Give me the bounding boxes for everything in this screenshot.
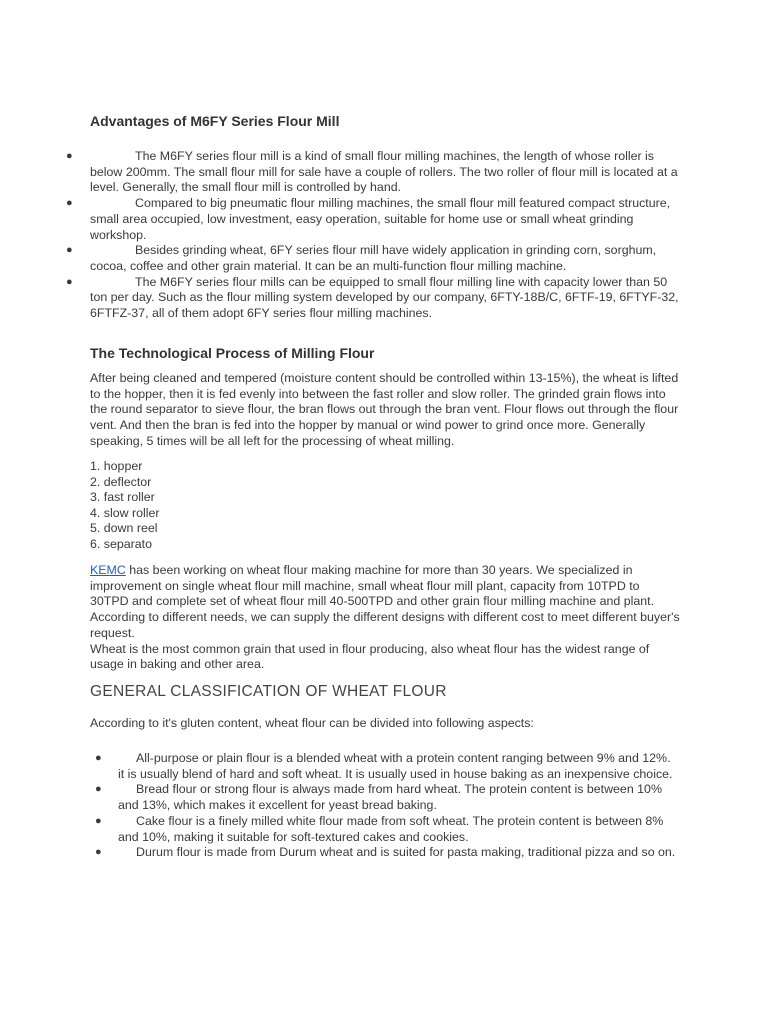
- section-heading-advantages: Advantages of M6FY Series Flour Mill: [90, 113, 340, 129]
- list-item: [0, 196, 682, 243]
- wheat-usage-text: Wheat is the most common grain that used in flour producing, also wheat flour has the widest range of usage in baking and other area.: [90, 641, 650, 672]
- company-paragraph-text: has been working on wheat flour making machine for more than 30 years. We specialized in improvement on single wheat flour mill machine, small wheat flour mill plant, capacity from 10TPD to 30TPD and complete set of wheat flour mill 40-500TPD and other grain flour milling machine and plant. According to different needs, we can supply the different designs with different cost to meet different buyer's request.: [90, 563, 680, 640]
- list-item: [0, 149, 682, 196]
- list-item-text: The M6FY series flour mills can be equipped to small flour milling line with capacity lower than 50 ton per day. Such as the flour milling system developed by our company, 6FTY-18B/C, 6FTF-19, 6FTYF-32, 6FTFZ-37, all of them adopt 6FY series flour milling machines.: [90, 274, 679, 321]
- list-item: 2. deflector: [90, 474, 152, 489]
- list-item: 5. down reel: [90, 521, 158, 536]
- list-item: 1. hopper: [90, 459, 143, 473]
- bullet-icon: ●: [66, 197, 73, 210]
- advantages-list: [0, 149, 768, 322]
- bullet-icon: ●: [95, 752, 102, 764]
- process-paragraph: After being cleaned and tempered (moisture content should be controlled within 13-15%), the wheat is lifted to the hopper, then it is fed evenly into between the fast roller and slow roller. The grinded grain flows into the round separator to sieve flour, the bran flows out through the bran vent. Flour flows out through the flour vent. And then the bran is fed into the hopper by manual or wind power to grind once more. Generally speaking, 5 times will be all left for the processing of wheat milling.: [90, 371, 679, 448]
- list-item: [0, 782, 680, 813]
- list-item-text: Compared to big pneumatic flour milling machines, the small flour mill featured compact structure, small area occupied, low investment, easy operation, suitable for home use or small wheat grinding workshop.: [90, 196, 671, 242]
- classification-intro: According to it's gluten content, wheat flour can be divided into following aspects:: [90, 716, 534, 730]
- list-item: [0, 845, 680, 861]
- process-steps-list: [90, 459, 160, 553]
- list-item: [0, 275, 682, 322]
- list-item-text: Cake flour is a finely milled white flour made from soft wheat. The protein content is between 8% and 10%, making it suitable for soft-textured cakes and cookies.: [118, 813, 664, 844]
- bullet-icon: ●: [95, 783, 102, 796]
- bullet-icon: ●: [66, 275, 73, 288]
- section-heading-process: The Technological Process of Milling Flour: [90, 345, 375, 361]
- company-paragraph: [90, 563, 680, 673]
- list-item-text: The M6FY series flour mill is a kind of small flour milling machines, the length of whose roller is below 200mm. The small flour mill for sale have a couple of rollers. The two roller of flour mill is located at a level. Generally, the small flour mill is controlled by hand.: [90, 149, 678, 195]
- bullet-icon: ●: [95, 846, 102, 859]
- list-item: 4. slow roller: [90, 505, 160, 520]
- bullet-icon: ●: [66, 150, 73, 162]
- list-item-text: Bread flour or strong flour is always made from hard wheat. The protein content is between 10% and 13%, which makes it excellent for yeast bread baking.: [118, 782, 662, 813]
- section-heading-classification: GENERAL CLASSIFICATION OF WHEAT FLOUR: [90, 683, 447, 700]
- list-item-text: All-purpose or plain flour is a blended wheat with a protein content ranging between 9% and 12%. it is usually blend of hard and soft wheat. It is usually used in house baking as an inexpensive choice.: [118, 751, 673, 781]
- list-item: [0, 243, 682, 274]
- bullet-icon: ●: [66, 244, 73, 257]
- kemc-link[interactable]: KEMC: [90, 563, 126, 577]
- flour-types-list: [0, 751, 768, 861]
- bullet-icon: ●: [95, 814, 102, 827]
- list-item: [0, 751, 680, 782]
- list-item: 3. fast roller: [90, 490, 155, 505]
- list-item-text: Durum flour is made from Durum wheat and is suited for pasta making, traditional pizza and so on.: [136, 845, 676, 860]
- list-item-text: Besides grinding wheat, 6FY series flour mill have widely application in grinding corn, sorghum, cocoa, coffee and other grain material. It can be an multi-function flour milling machine.: [90, 243, 657, 273]
- list-item: [0, 814, 680, 845]
- list-item: 6. separato: [90, 536, 152, 551]
